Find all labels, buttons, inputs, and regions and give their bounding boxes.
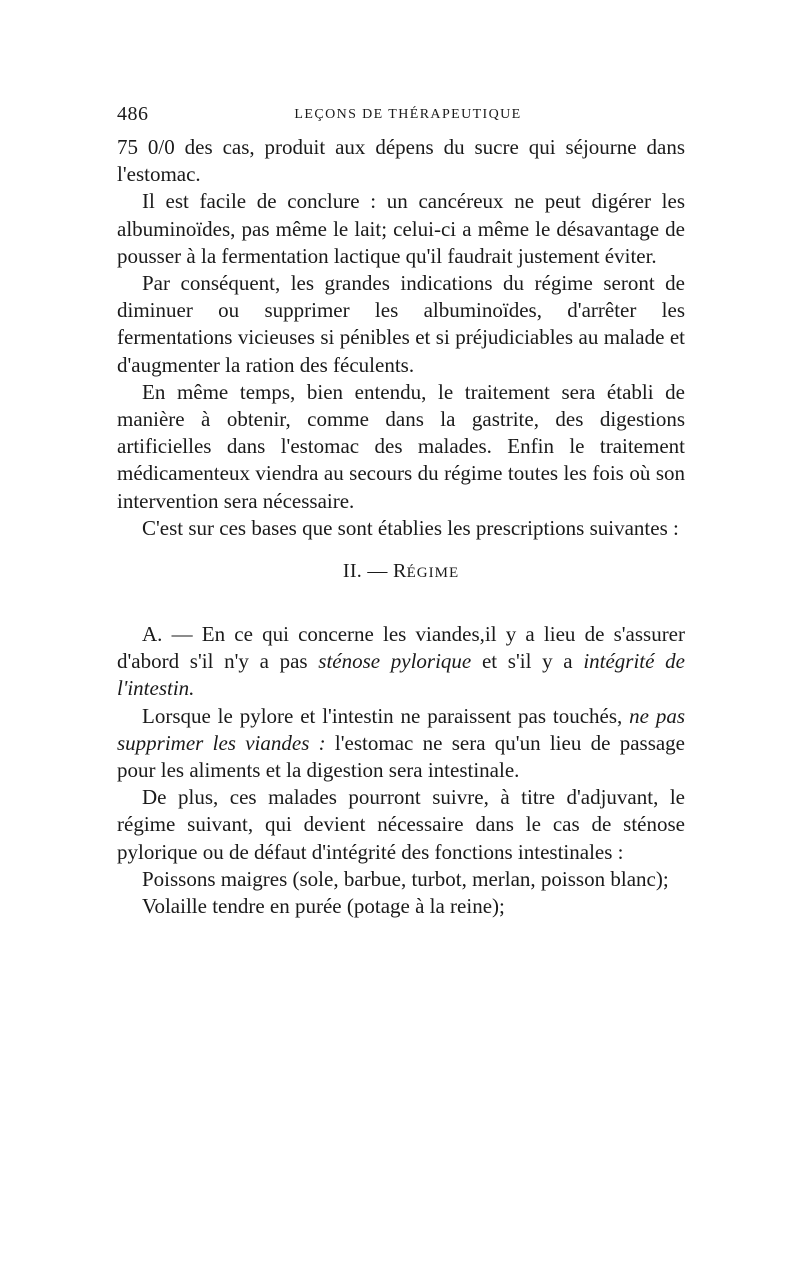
section-heading-numeral: II. — R [342,560,407,583]
paragraph [117,270,685,379]
text-segment: Il est facile de conclure : un cancéreux ne peut digérer les albuminoïdes, pas même le lait; celui-ci a même le désavantage de pousser à la fermentation lactique qu'il faudrait justement éviter. [117,189,685,268]
italic-text: intégrité de l'intestin. [117,649,685,701]
paragraph [117,703,685,785]
text-segment: De plus, ces malades pourront suivre, à titre d'adjuvant, le régime suivant, qui devient nécessaire dans le cas de sténose pylorique ou de défaut d'intégrité des fonctions intestinales : [117,785,685,864]
text-segment: et s'il y a [471,649,584,674]
italic-text: ne pas supprimer les viandes : [117,703,685,755]
paragraph [117,784,685,866]
text-segment: l'estomac ne sera qu'un lieu de passage pour les aliments et la digestion sera intestinale. [117,730,686,783]
text-block-before-heading [117,134,685,542]
paragraph [117,621,685,703]
text-segment: Volaille tendre en purée (potage à la reine); [142,894,505,919]
section-heading-small-caps: ÉGIME [406,565,460,582]
text-segment: Par conséquent, les grandes indications du régime seront de diminuer ou supprimer les albuminoïdes, d'arrêter les fermentations vicieuses si pénibles et si préjudiciables au malade et d'augmenter la ration des féculents. [117,271,685,377]
text-block-after-heading [117,621,685,920]
text-segment: Lorsque le pylore et l'intestin ne paraissent pas touchés, [142,703,630,728]
text-segment: Poissons maigres (sole, barbue, turbot, merlan, poisson blanc); [142,866,669,891]
paragraph [117,515,685,542]
running-header [117,100,685,134]
paragraph [117,893,685,920]
page-number: 486 [117,103,149,125]
paragraph [117,134,685,188]
text-segment: A. — En ce qui concerne les viandes,il y a lieu de s'assurer d'abord s'il n'y a pas [117,622,685,674]
paragraph [117,188,685,270]
text-segment: 75 0/0 des cas, produit aux dépens du sucre qui séjourne dans l'estomac. [117,135,685,187]
book-page [117,100,685,920]
text-segment: En même temps, bien entendu, le traitement sera établi de manière à obtenir, comme dans la gastrite, des digestions artificielles dans l'estomac des malades. Enfin le traitement médicamenteux viendra au secours du régime toutes les fois où son intervention sera nécessaire. [117,379,685,513]
running-title: LEÇONS DE THÉRAPEUTIQUE [294,107,522,122]
paragraph [117,866,685,893]
section-heading [117,560,685,583]
italic-text: sténose pylorique [318,649,472,674]
paragraph [117,379,685,515]
text-segment: C'est sur ces bases que sont établies les prescriptions suivantes : [142,515,679,540]
